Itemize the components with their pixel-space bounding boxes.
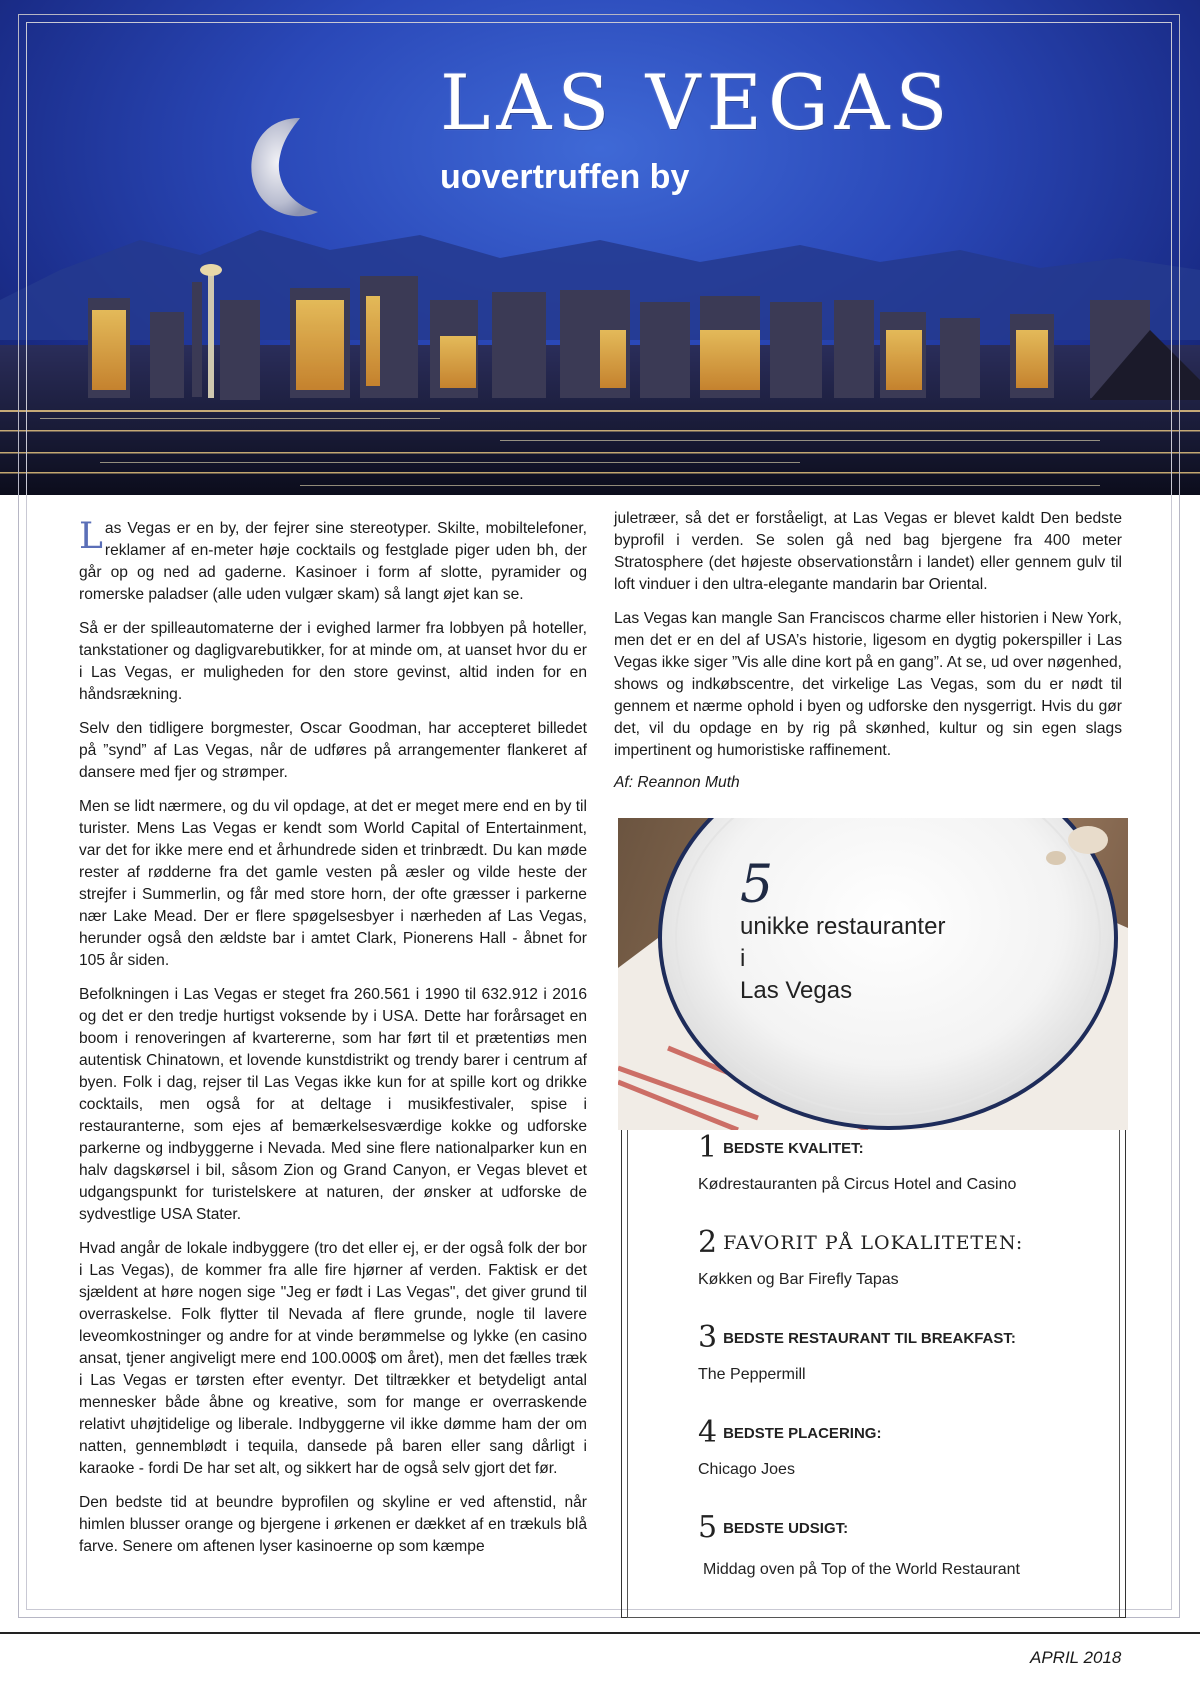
restaurant-item-2-value: Køkken og Bar Firefly Tapas xyxy=(698,1271,899,1288)
restaurant-count-number: 5 xyxy=(740,855,774,915)
plate-photo xyxy=(618,818,1128,1130)
footer-rule xyxy=(0,1632,1200,1634)
restaurant-item-1-value: Kødrestauranten på Circus Hotel and Casino xyxy=(698,1176,1017,1193)
article-paragraph: Hvad angår de lokale indbyggere (tro det eller ej, er der også folk der bor i Las Vegas), de kommer fra alle fire hjørner af verden. Faktisk er det sjældent at høre nogen sige "Jeg er født i Las Vegas", det giver grund til overraskelse. Folk flytter til Nevada af flere grunde, nogle til lavere leveomkostninger og andre for at vinde berømmelse og lykke (en casino ansat, tjener angiveligt mere end 100.000$ om året), men det fælles træk i Las Vegas er tørsten efter eventyr. Det tiltrækker et betydeligt antal mennesker både åbne og kreative, som for mange er overraskende relativt uhøjtidelige og liberale. Indbyggerne vil ikke dømme ham der om natten, gennemblødt i tequila, dansede på baren eller sang dårligt i karaoke - fordi De har set alt, og sikkert har de også selv gjort det før. xyxy=(79,1240,587,1477)
restaurant-heading-line1: unikke restauranter xyxy=(740,913,946,940)
restaurant-item-5-heading: 5 BEDSTE UDSIGT: xyxy=(698,1510,849,1545)
page-title: LAS VEGAS xyxy=(440,58,954,147)
author-byline: Af: Reannon Muth xyxy=(614,774,740,791)
restaurant-item-3-value: The Peppermill xyxy=(698,1366,806,1383)
article-paragraph: Men se lidt nærmere, og du vil opdage, at det er meget mere end en by til turister. Mens Las Vegas er kendt som World Capital of Entertainment, var det for ikke mere end et århundrede siden et trinbrædt. Du kan møde rester af rødderne fra det gamle vesten på æsler og vilde heste der strejfer i Summerlin, og får med store horn, der ofte græsser i parkerne nær Lake Mead. Der er flere spøgelsesbyer i nærheden af Las Vegas, herunder også den ældste bar i amtet Clark, Pionerens Hall - åbnet for 105 år siden. xyxy=(79,798,587,969)
issue-date: APRIL 2018 xyxy=(1030,1648,1122,1667)
article-left-column xyxy=(79,518,587,1570)
restaurant-item-1-heading: 1 BEDSTE KVALITET: xyxy=(698,1130,864,1165)
plate-illustration xyxy=(618,818,1128,1130)
restaurant-item-3-heading: 3 BEDSTE RESTAURANT TIL BREAKFAST: xyxy=(698,1320,1016,1355)
article-paragraph: Las Vegas kan mangle San Franciscos charme eller historien i New York, men det er en del af USA’s historie, ligesom en dygtig pokerspiller i Las Vegas ikke siger ”Vis alle dine kort på en gang”. At se, ud over nøgenhed, shows og indkøbscentre, det virkelige Las Vegas, som du er nødt til gennem et nærme ophold i byen og udforske den nysgerrigt. Hvis du gør det, vil du opdage en by rig på skønhed, kultur og sin egen slags impertinent og humoristiske raffinement. xyxy=(614,610,1122,759)
page-subtitle: uovertruffen by xyxy=(440,158,690,196)
restaurant-item-4-heading: 4 BEDSTE PLACERING: xyxy=(698,1415,882,1450)
drop-cap: L xyxy=(79,516,103,557)
article-paragraph: juletræer, så det er forståeligt, at Las Vegas er blevet kaldt Den bedste byprofil i verden. Se solen gå ned bag bjergene fra 400 meter Stratosphere (det højeste observationstårn i landet) eller gennem gulv til loft vinduer i den ultra-elegante mandarin bar Oriental. xyxy=(614,510,1122,593)
article-paragraph: Den bedste tid at beundre byprofilen og skyline er ved aftenstid, når himlen blusser orange og bjergene i ørkenen er dækket af en trækuls blå farve. Senere om aftenen lyser kasinoerne op som kæmpe xyxy=(79,1494,587,1555)
restaurant-item-4-value: Chicago Joes xyxy=(698,1461,795,1478)
hero-banner xyxy=(0,0,1200,495)
article-paragraph: Selv den tidligere borgmester, Oscar Goodman, har accepteret billedet på ”synd” af Las Vegas, når de udføres på arrangementer flankeret af dansere med fjer og strømper. xyxy=(79,720,587,781)
article-paragraph: Befolkningen i Las Vegas er steget fra 260.561 i 1990 til 632.912 i 2016 og det er den tredje hurtigst voksende by i USA. Dette har forårsaget en boom i renoveringen af kvartererne, som har ført til et prætentiøs men autentisk Chinatown, et lovende kunstdistrikt og trendy barer i centrum af byen. Folk i dag, rejser til Las Vegas ikke kun for at spille kort og drikke cocktails, men også for at deltage i musikfestivaler, spise i restauranterne, som ejes af bemærkelsesværdige kokke og udforske parkerne og indbyggerne i Nevada. Med sine flere nationalparker kun en halv dagskørsel i bil, såsom Zion og Grand Canyon, er Vegas blevet et udgangspunkt for turistelskere at naturen, der ønsker at udforske de sydvestlige USA Stater. xyxy=(79,986,587,1223)
article-paragraph: Så er der spilleautomaterne der i evighed larmer fra lobbyen på hoteller, tankstationer og dagligvarebutikker, for at minde om, at uanset hvor du er i Las Vegas, er muligheden for den store gevinst, altid inden for en håndsrækning. xyxy=(79,620,587,703)
restaurant-heading-line2: i xyxy=(740,945,746,972)
article-right-column xyxy=(614,508,1122,792)
article-paragraph: Las Vegas er en by, der fejrer sine stereotyper. Skilte, mobiltelefoner, reklamer af en-meter høje cocktails og festglade piger uden bh, der går op og ned ad gaderne. Kasinoer i form af slotte, pyramider og romerske paladser (alle uden vulgær skam) så langt øjet kan se. xyxy=(79,516,587,603)
restaurant-item-2-heading: 2 FAVORIT PÅ LOKALITETEN: xyxy=(698,1225,1024,1260)
restaurant-heading-line3: Las Vegas xyxy=(740,977,853,1004)
moon-shape xyxy=(251,118,318,216)
restaurant-item-5-value: Middag oven på Top of the World Restaurant xyxy=(703,1561,1020,1578)
